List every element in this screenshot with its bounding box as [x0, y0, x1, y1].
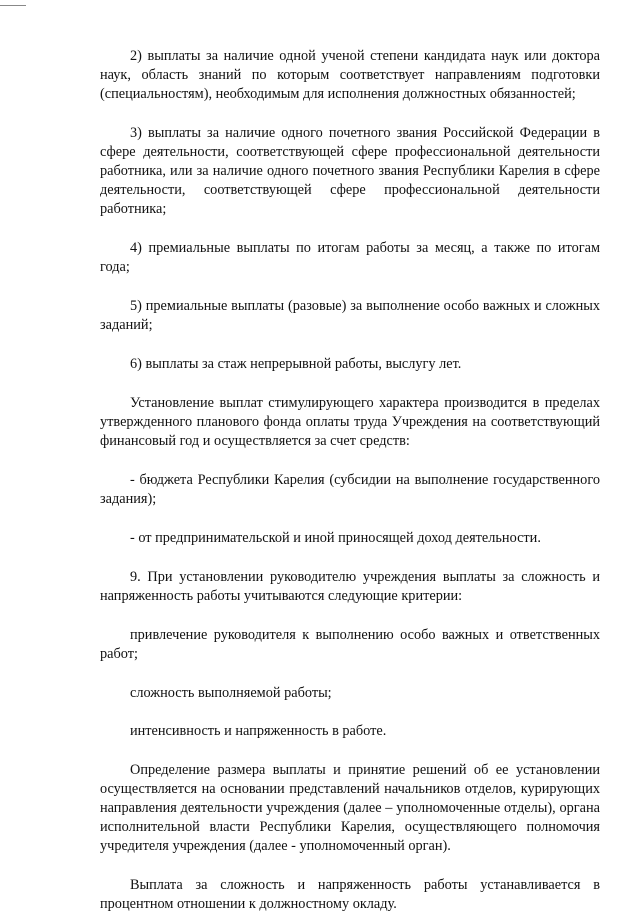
paragraph-item-4: 4) премиальные выплаты по итогам работы за месяц, а также по итогам года; [100, 240, 600, 275]
paragraph-funding-budget: - бюджета Республики Карелия (субсидии на выполнение государственного задания); [100, 472, 600, 507]
scan-corner-mark [0, 0, 26, 6]
paragraph-criterion-complexity: сложность выполняемой работы; [130, 685, 332, 701]
paragraph-criterion-intensity: интенсивность и напряженность в работе. [130, 723, 387, 739]
paragraph-item-3: 3) выплаты за наличие одного почетного звания Российской Федерации в сфере деятельности, соответствующей сфере профессиональной деятельности работника, или за наличие одного почетного звания Республики Карелия в сфере деятельности, соответствующей сфере профессиональной деятельности работника; [100, 125, 600, 217]
paragraph-decision-procedure: Определение размера выплаты и принятие решений об ее установлении осуществляется на основании представлений начальников отделов, курирующих направления деятельности учреждения (далее – уполномоченные отделы), органа исполнительной власти Республики Карелия, осуществляющего полномочия учредителя учреждения (далее - уполномоченный орган). [100, 762, 600, 854]
paragraph-funding-intro: Установление выплат стимулирующего характера производится в пределах утвержденного планового фонда оплаты труда Учреждения на соответствующий финансовый год и осуществляется за счет средств: [100, 395, 600, 449]
paragraph-funding-business: - от предпринимательской и иной приносящей доход деятельности. [130, 530, 541, 546]
paragraph-item-6: 6) выплаты за стаж непрерывной работы, выслугу лет. [130, 356, 462, 372]
paragraph-item-2: 2) выплаты за наличие одной ученой степени кандидата наук или доктора наук, область знаний по которым соответствует направлениям подготовки (специальностям), необходимым для исполнения должностных обязанностей; [100, 48, 600, 102]
paragraph-section-9: 9. При установлении руководителю учреждения выплаты за сложность и напряженность работы учитываются следующие критерии: [100, 569, 600, 604]
paragraph-item-5: 5) премиальные выплаты (разовые) за выполнение особо важных и сложных заданий; [100, 298, 600, 333]
paragraph-payment-percent: Выплата за сложность и напряженность работы устанавливается в процентном отношении к должностному окладу. [100, 877, 600, 912]
paragraph-criterion-important-work: привлечение руководителя к выполнению особо важных и ответственных работ; [100, 627, 600, 662]
